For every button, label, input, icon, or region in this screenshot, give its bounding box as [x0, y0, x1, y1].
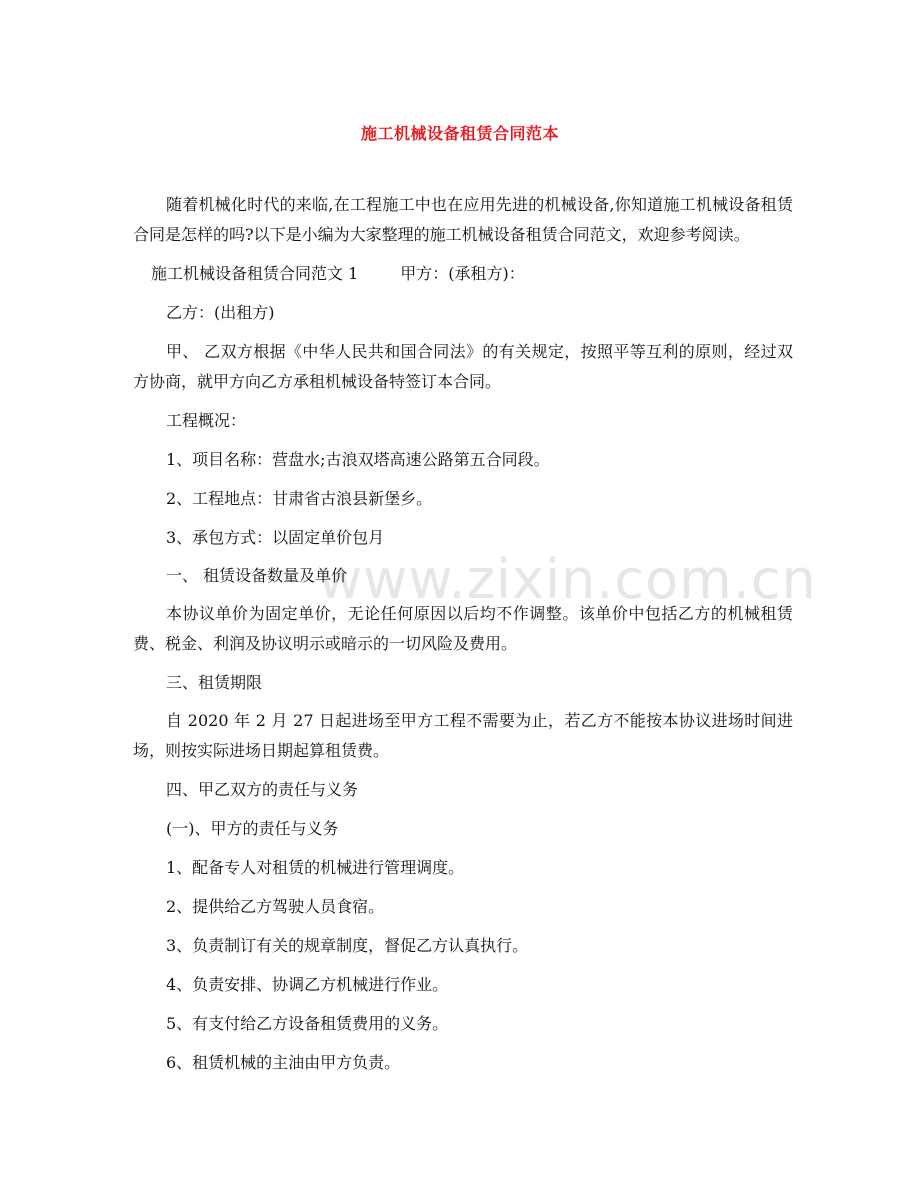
overview-heading: 工程概况： — [166, 411, 247, 430]
sample-heading-line — [133, 259, 793, 289]
overview-item: 2、工程地点：甘肃省古浪县新堡乡。 — [166, 489, 433, 508]
overview-item: 3、承包方式：以固定单价包月 — [166, 528, 385, 547]
section1-paragraph: 本协议单价为固定单价，无论任何原因以后均不作调整。该单价中包括乙方的机械租赁费、税金、利润及协议明示或暗示的一切风险及费用。 — [133, 604, 793, 653]
preamble-paragraph: 甲、 乙双方根据《中华人民共和国合同法》的有关规定，按照平等互利的原则，经过双方协商，就甲方向乙方承租机械设备特签订本合同。 — [133, 342, 793, 391]
duty-item: 4、负责安排、协调乙方机械进行作业。 — [166, 975, 449, 994]
document-body — [133, 190, 793, 1078]
watermark: www.zixin.com.cn — [318, 548, 817, 611]
section3-paragraph: 自 2020 年 2 月 27 日起进场至甲方工程不需要为止，若乙方不能按本协议进场时间进场，则按实际进场日期起算租赁费。 — [133, 711, 793, 760]
intro-paragraph: 随着机械化时代的来临,在工程施工中也在应用先进的机械设备,你知道施工机械设备租赁合同是怎样的吗?以下是小编为大家整理的施工机械设备租赁合同范文，欢迎参考阅读。 — [133, 195, 793, 244]
section4-heading: 四、甲乙双方的责任与义务 — [166, 780, 359, 799]
party-a-label: 甲方：(承租方)： — [400, 264, 525, 283]
duty-item: 1、配备专人对租赁的机械进行管理调度。 — [166, 858, 465, 877]
party-b-label: 乙方：(出租方) — [166, 303, 275, 322]
section3-heading: 三、租赁期限 — [166, 673, 263, 692]
document-title: 施工机械设备租赁合同范本 — [360, 124, 559, 143]
section4-sub-heading: (一)、甲方的责任与义务 — [166, 819, 339, 838]
duty-item: 6、租赁机械的主油由甲方负责。 — [166, 1053, 401, 1072]
duty-item: 5、有支付给乙方设备租赁费用的义务。 — [166, 1014, 449, 1033]
duty-item: 3、负责制订有关的规章制度，督促乙方认真执行。 — [166, 936, 529, 955]
section1-heading: 一、 租赁设备数量及单价 — [166, 566, 348, 585]
duty-item: 2、提供给乙方驾驶人员食宿。 — [166, 897, 385, 916]
overview-item: 1、项目名称：营盘水;古浪双塔高速公路第五合同段。 — [166, 450, 550, 469]
sample-heading: 施工机械设备租赁合同范文 1 — [151, 264, 359, 283]
